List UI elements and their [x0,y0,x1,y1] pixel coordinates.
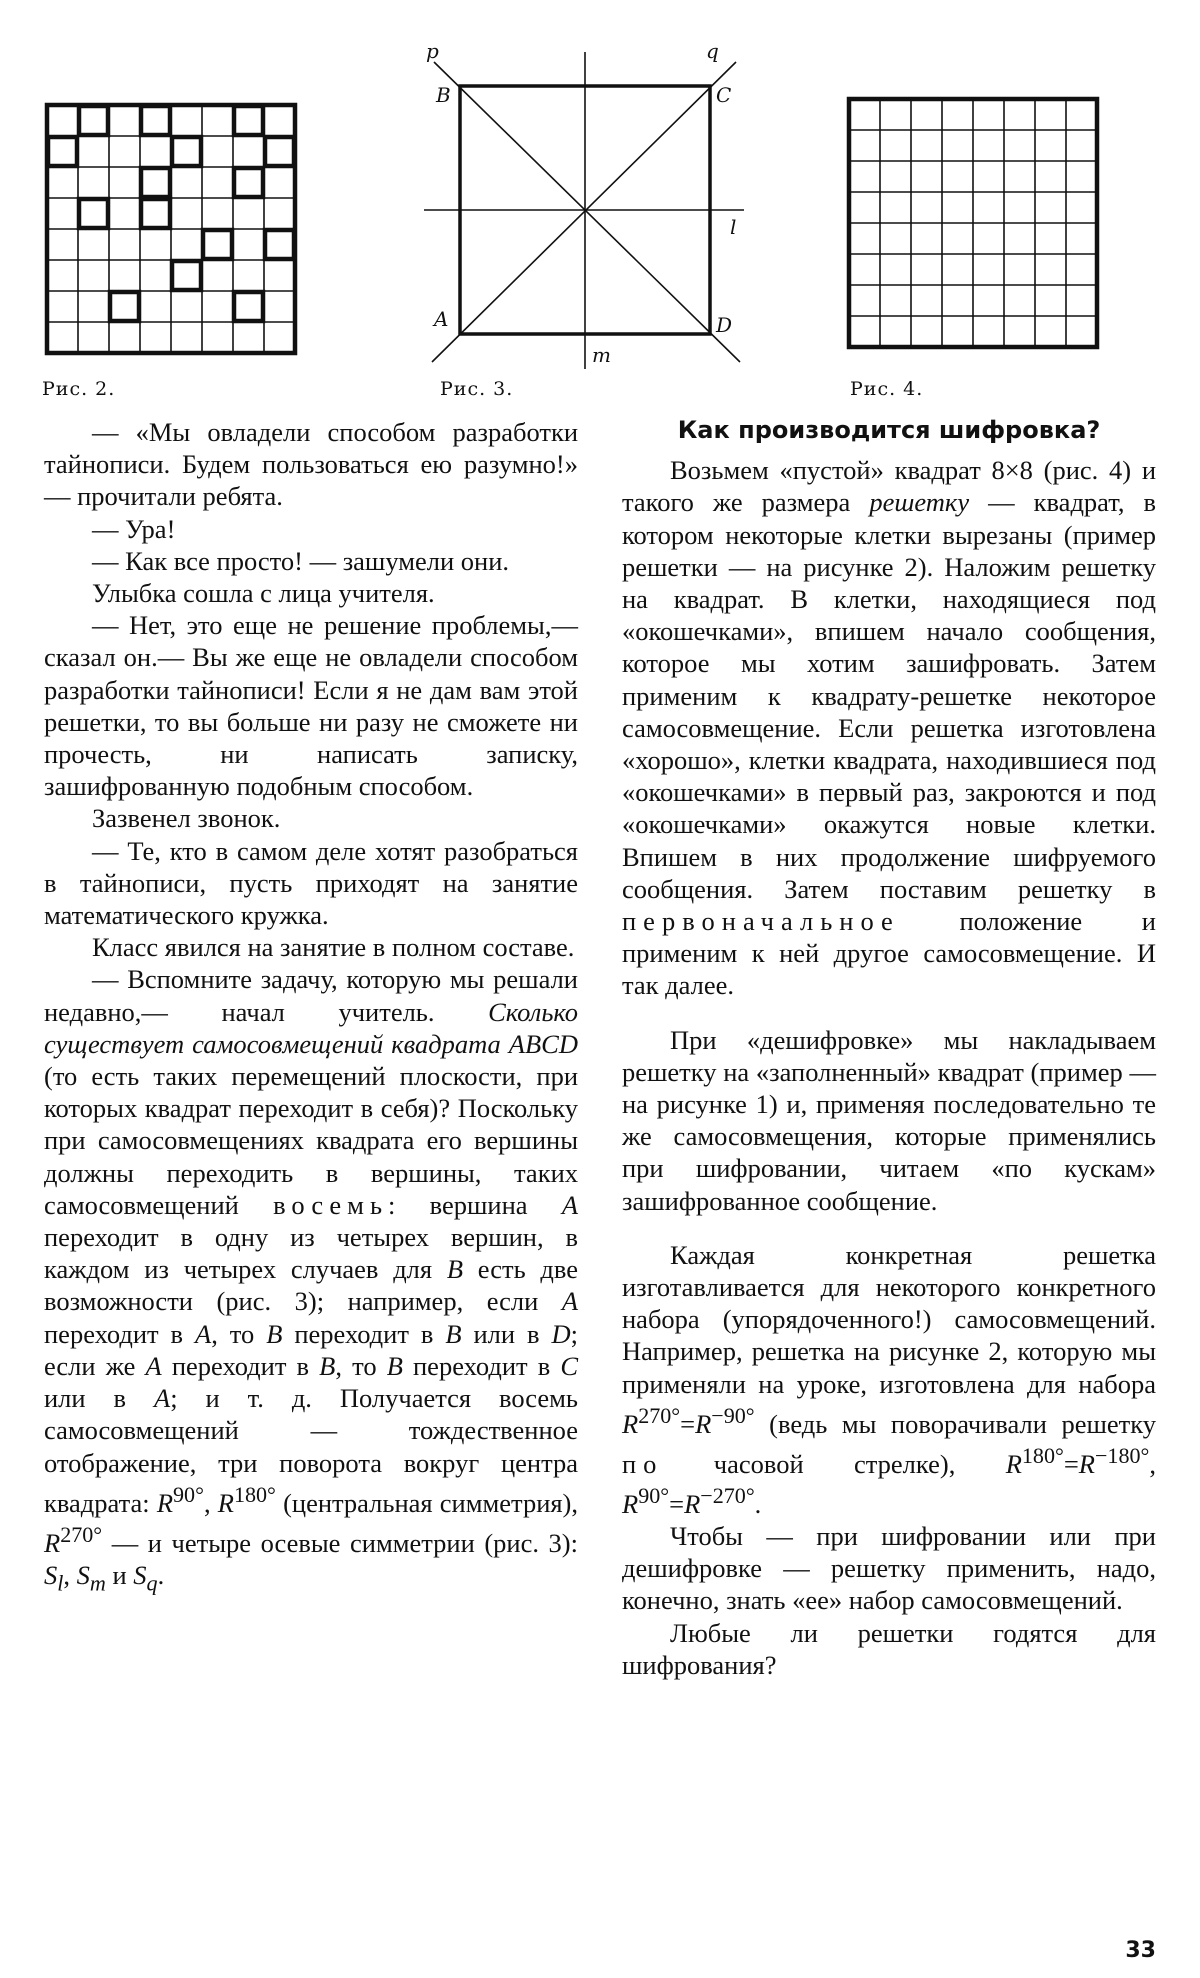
grille-window [48,137,77,166]
grille-window [172,261,201,290]
label-a: A [434,307,449,331]
paragraph: Класс явился на занятие в полном составе. [92,932,575,963]
paragraph: — Нет, это еще не решение проблемы,— сказал он.— Вы же еще не овладели способом разработки тайнописи! Если я не дам вам этой решетки, то вы больше ни разу не сможете ни прочесть, ни написать записку, зашифрованную подобным способом. [44,610,578,802]
grille-window [234,106,263,135]
label-p: p [426,44,439,63]
label-c: C [716,83,732,107]
paragraph: — Ура! [92,513,176,544]
paragraph: Чтобы — при шифровании или при дешифровке — решетку применить, надо, конечно, знать «ее» набор самосовмещений. [622,1520,1156,1616]
grille-window [79,106,108,135]
grille-window [141,199,170,228]
grille-window [110,292,139,321]
section-heading: Как производится шифровка? [677,416,1101,444]
axis-p [434,62,740,362]
label-m: m [592,343,611,367]
paragraph: Зазвенел звонок. [92,803,281,834]
right-column [622,414,1156,1681]
grille-window [265,230,294,259]
grille-window [141,168,170,197]
paragraph: — «Мы овладели способом разработки тайнописи. Будем пользоваться ею разумно!» — прочитали ребята. [44,417,578,512]
label-b: B [436,83,451,107]
fig4-caption: Рис. 4. [850,378,924,400]
grille-window [203,230,232,259]
paragraph-decryption: При «дешифровке» мы накладываем решетку на «заполненный» квадрат (пример — на рисунке 1) и, применяя последовательно те же самосовмещения, которые применялись при шифровании, читаем «по кускам» зашифрованное сообщение. [622,1024,1156,1216]
grille-window [234,168,263,197]
label-d: D [716,313,733,337]
axis-q [432,62,736,362]
figure-3-square-symmetry [424,44,754,374]
grille-window [234,292,263,321]
page-number: 33 [1125,1938,1156,1963]
label-q: q [706,44,719,63]
paragraph-concrete-grille: Каждая конкретная решетка изготавливается для некоторого конкретного набора (упорядоченного!) самосовмещений. Например, решетка на рисунке 2, которую мы применяли на уроке, изготовлена для набора $R^{270^\circ}=R^{-90^\circ}$ (ведь мы поворачивали решетку по часовой стрелке), $R^{180^\circ}=R^{-180^\circ}$, $R^{90^\circ}=R^{-270^\circ}$. [622,1239,1156,1519]
grille-window [265,137,294,166]
paragraph: Улыбка сошла с лица учителя. [92,578,435,609]
paragraph-encryption: Возьмем «пустой» квадрат 8×8 (рис. 4) и такого же размера решетку — квадрат, в котором некоторые клетки вырезаны (пример решетки — на рисунке 2). Наложим решетку на квадрат. В клетки, находящиеся под «окошечками», впишем начало сообщения, которое мы хотим зашифровать. Затем применим к квадрату-решетке некоторое самосовмещение. Если решетка изготовлена «хорошо», клетки квадрата, находившиеся под «окошечками» в первый раз, закроются и под «окошечками» окажутся новые клетки. Впишем в них продолжение шифруемого сообщения. Затем поставим решетку в первоначальное положение и применим к ней другое самосовмещение. И так далее. [622,455,1156,1001]
paragraph-self-coincidences: — Вспомните задачу, которую мы решали недавно,— начал учитель. Сколько существует самосовмещений квадрата ABCD (то есть таких перемещений плоскости, при которых квадрат переходит в себя)? Поскольку при самосовмещениях квадрата его вершины должны переходить в вершины, таких самосовмещений восемь: вершина A переходит в одну из четырех вершин, в каждом из четырех случаев для B есть две возможности (рис. 3); например, если A переходит в A, то B переходит в B или в D; если же A переходит в B, то B переходит в C или в A; и т. д. Получается восемь самосовмещений — тождественное отображение, три поворота вокруг центра квадрата: $R^{90^\circ}$, $R^{180^\circ}$ (центральная симметрия), $R^{270^\circ}$ — и четыре осевые симметрии (рис. 3): $S_l$, $S_m$ и $S_q$. [44,964,579,1596]
label-l: l [730,215,737,239]
grille-window [141,106,170,135]
paragraph: — Как все просто! — зашумели они. [92,545,510,576]
paragraph: — Те, кто в самом деле хотят разобраться в тайнописи, пусть приходят на занятие математического кружка. [44,835,578,931]
figure-4-empty-grid [846,96,1100,350]
figure-2-grille [44,102,298,356]
left-column [44,416,578,1599]
grille-window [79,199,108,228]
grille-window [172,137,201,166]
paragraph: Любые ли решетки годятся для шифрования? [622,1617,1156,1680]
fig2-caption: Рис. 2. [42,378,116,400]
fig3-caption: Рис. 3. [440,378,514,400]
